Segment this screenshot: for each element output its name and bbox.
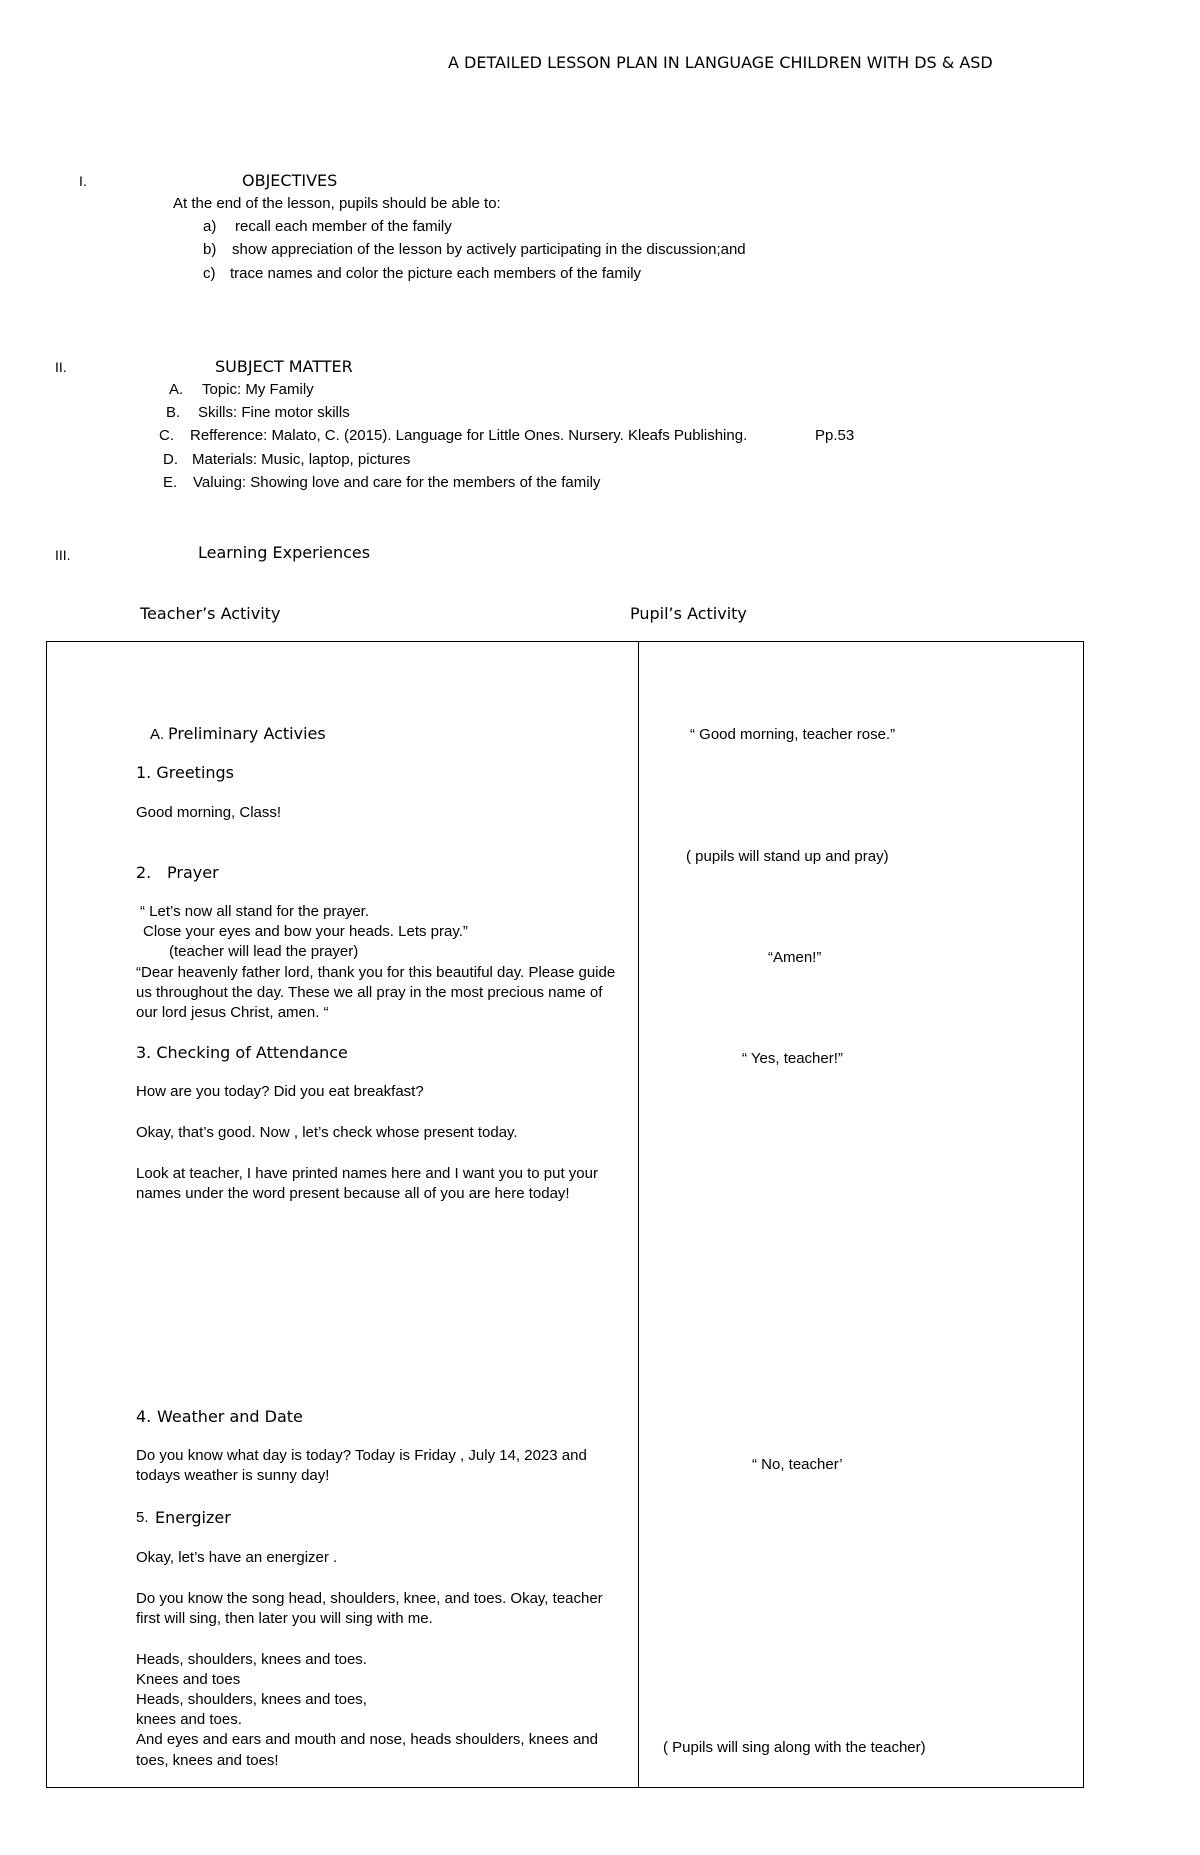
learning-heading: Learning Experiences <box>198 543 371 562</box>
pupil-greeting: “ Good morning, teacher rose.” <box>690 726 896 743</box>
teacher-activity-header: Teacher’s Activity <box>140 604 281 623</box>
song-line: knees and toes. <box>136 1711 242 1728</box>
energizer-intro: Okay, let’s have an energizer . <box>136 1549 338 1566</box>
subject-marker: E. <box>163 474 178 491</box>
pupil-yes: “ Yes, teacher!” <box>742 1050 843 1067</box>
preliminary-heading: Preliminary Activies <box>168 724 326 743</box>
pupil-sing: ( Pupils will sing along with the teacher) <box>663 1739 926 1756</box>
weather-number: 4. <box>136 1407 152 1426</box>
subject-matter-heading: SUBJECT MATTER <box>215 357 353 376</box>
prayer-line: (teacher will lead the prayer) <box>169 943 359 960</box>
prayer-line: our lord jesus Christ, amen. “ <box>136 1004 329 1021</box>
energizer-line: Do you know the song head, shoulders, knee, and toes. Okay, teacher <box>136 1590 603 1607</box>
pupil-amen: “Amen!” <box>768 949 822 966</box>
subject-marker: D. <box>163 451 178 468</box>
subject-marker: C. <box>159 427 174 444</box>
attendance-line: names under the word present because all of you are here today! <box>136 1185 570 1202</box>
attendance-question: How are you today? Did you eat breakfast? <box>136 1083 424 1100</box>
energizer-number: 5. <box>136 1509 149 1526</box>
pupil-pray: ( pupils will stand up and pray) <box>686 848 889 865</box>
document-title: A DETAILED LESSON PLAN IN LANGUAGE CHILDREN WITH DS & ASD <box>448 53 993 72</box>
weather-line: Do you know what day is today? Today is Friday , July 14, 2023 and <box>136 1447 587 1464</box>
attendance-line: Look at teacher, I have printed names here and I want you to put your <box>136 1165 598 1182</box>
prayer-line: “Dear heavenly father lord, thank you for this beautiful day. Please guide <box>136 964 616 981</box>
weather-heading: Weather and Date <box>157 1407 303 1426</box>
objective-marker: b) <box>203 241 217 258</box>
subject-item: Refference: Malato, C. (2015). Language for Little Ones. Nursery. Kleafs Publishing. <box>190 427 748 444</box>
attendance-line: Okay, that’s good. Now , let’s check whose present today. <box>136 1124 518 1141</box>
subject-item: Valuing: Showing love and care for the members of the family <box>193 474 601 491</box>
objective-item: show appreciation of the lesson by actively participating in the discussion;and <box>232 241 746 258</box>
energizer-line: first will sing, then later you will sing with me. <box>136 1610 433 1627</box>
subject-marker: B. <box>166 404 181 421</box>
prayer-number: 2. <box>136 863 152 882</box>
subject-item: Skills: Fine motor skills <box>198 404 350 421</box>
pupil-activity-header: Pupil’s Activity <box>630 604 747 623</box>
section-numeral: II. <box>55 359 67 375</box>
objective-marker: c) <box>203 265 216 282</box>
greetings-heading: 1. Greetings <box>136 763 235 782</box>
subject-item: Topic: My Family <box>202 381 314 398</box>
greetings-line: Good morning, Class! <box>136 804 282 821</box>
subject-marker: A. <box>169 381 184 398</box>
energizer-heading: Energizer <box>155 1508 231 1527</box>
pupil-no: “ No, teacher’ <box>752 1456 843 1473</box>
preliminary-marker: A. <box>150 726 165 743</box>
subject-item: Materials: Music, laptop, pictures <box>192 451 411 468</box>
prayer-line: us throughout the day. These we all pray in the most precious name of <box>136 984 603 1001</box>
column-divider <box>638 642 639 1787</box>
reference-page: Pp.53 <box>815 427 855 444</box>
song-line: Knees and toes <box>136 1671 241 1688</box>
prayer-line: “ Let’s now all stand for the prayer. <box>140 903 370 920</box>
objectives-heading: OBJECTIVES <box>242 171 338 190</box>
prayer-line: Close your eyes and bow your heads. Lets pray.” <box>143 923 468 940</box>
prayer-heading: Prayer <box>167 863 219 882</box>
song-line: Heads, shoulders, knees and toes. <box>136 1651 367 1668</box>
objective-marker: a) <box>203 218 217 235</box>
attendance-heading: 3. Checking of Attendance <box>136 1043 348 1062</box>
weather-line: todays weather is sunny day! <box>136 1467 330 1484</box>
section-numeral: I. <box>79 173 87 189</box>
section-numeral: III. <box>55 547 71 563</box>
song-line: toes, knees and toes! <box>136 1752 279 1769</box>
objectives-intro: At the end of the lesson, pupils should be able to: <box>173 195 501 212</box>
song-line: Heads, shoulders, knees and toes, <box>136 1691 367 1708</box>
objective-item: recall each member of the family <box>235 218 452 235</box>
song-line: And eyes and ears and mouth and nose, heads shoulders, knees and <box>136 1731 598 1748</box>
objective-item: trace names and color the picture each members of the family <box>230 265 642 282</box>
